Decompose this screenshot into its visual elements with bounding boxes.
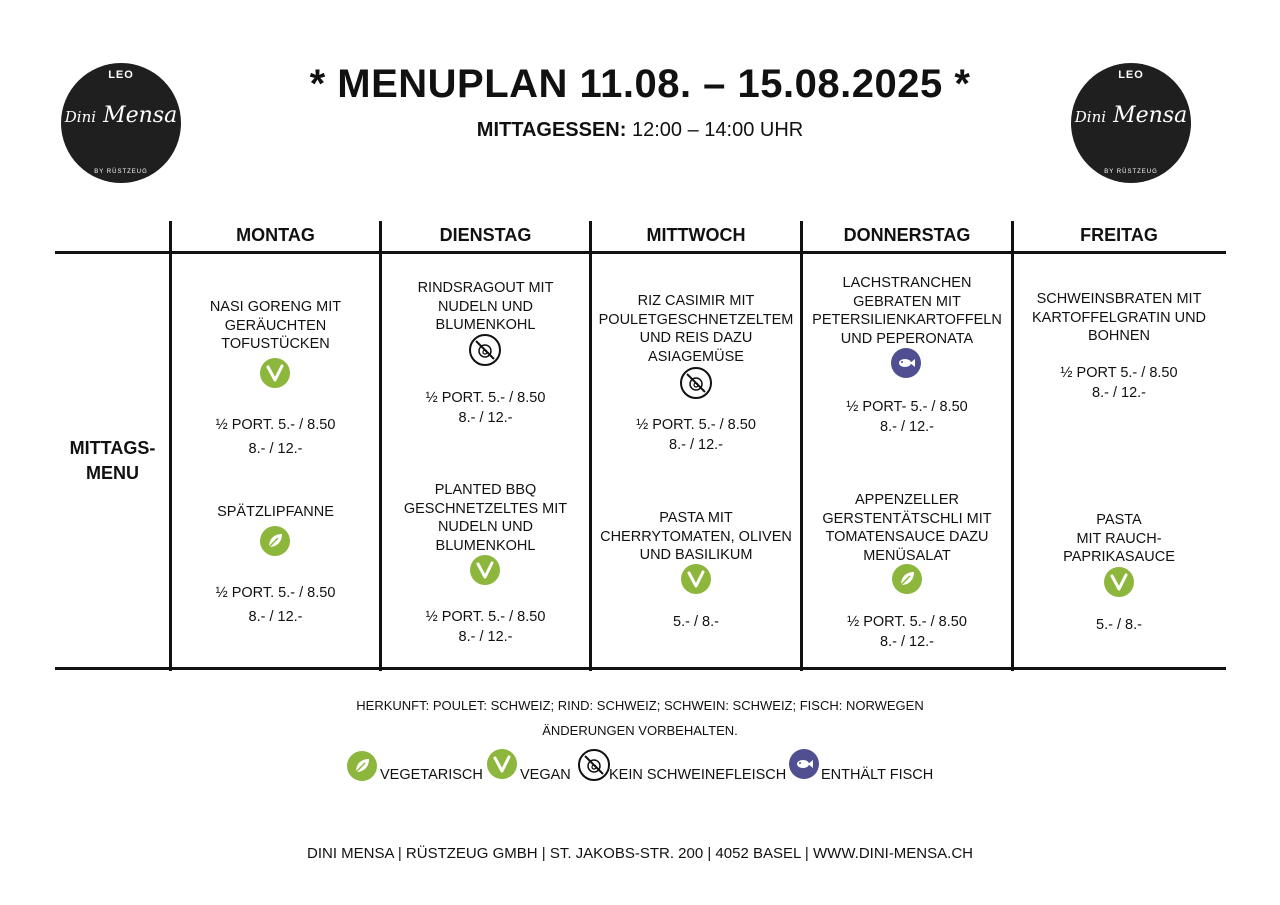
day-header-montag: MONTAG: [236, 225, 315, 245]
price-mittwoch-2: 5.- / 8.-: [673, 614, 719, 630]
logo-name: Dini Mensa: [64, 103, 178, 128]
day-header-freitag: FREITAG: [1080, 225, 1158, 245]
lunch-hours: [0, 119, 1280, 142]
price-donnerstag-1: ½ PORT- 5.- / 8.50 8.- / 12.-: [846, 399, 968, 435]
origin-note: HERKUNFT: POULET: SCHWEIZ; RIND: SCHWEIZ; SCHWEIN: SCHWEIZ; FISCH: NORWEGEN: [356, 698, 924, 713]
price-mittwoch-1: ½ PORT. 5.- / 8.50 8.- / 12.-: [636, 417, 756, 453]
leaf-icon: [892, 564, 922, 594]
vegan-icon: [260, 358, 290, 388]
dish-mittwoch-1: RIZ CASIMIR MIT POULETGESCHNETZELTEM UND REIS DAZU ASIAGEMÜSE: [598, 293, 794, 365]
dish-montag-2: SPÄTZLIPFANNE: [217, 504, 334, 520]
logo-bottom-text: BY RÜSTZEUG: [1104, 169, 1158, 175]
page-title: * MENUPLAN 11.08. – 15.08.2025 *: [309, 62, 971, 106]
dish-montag-1: NASI GORENG MIT GERÄUCHTEN TOFUSTÜCKEN: [209, 299, 342, 352]
price-freitag-2: 5.- / 8.-: [1096, 617, 1142, 633]
vegan-icon: [470, 555, 500, 585]
fish-icon: [891, 348, 921, 378]
dish-dienstag-1: RINDSRAGOUT MIT NUDELN UND BLUMENKOHL: [417, 280, 554, 333]
footer-address: DINI MENSA | RÜSTZEUG GMBH | ST. JAKOBS-STR. 200 | 4052 BASEL | WWW.DINI-MENSA.CH: [307, 845, 973, 862]
logo-top-text: LEO: [108, 69, 134, 81]
dish-donnerstag-1: LACHSTRANCHEN GEBRATEN MIT PETERSILIENKARTOFFELN UND PEPERONATA: [812, 275, 1002, 347]
legend-vegetarian: VEGETARISCH: [380, 767, 483, 783]
legend-no-pork: KEIN SCHWEINEFLEISCH: [609, 767, 787, 783]
price-dienstag-2: ½ PORT. 5.- / 8.50 8.- / 12.-: [425, 609, 546, 645]
lunch-time: 12:00 – 14:00 UHR: [631, 119, 804, 141]
no-pork-icon: [680, 367, 712, 399]
day-header-dienstag: DIENSTAG: [439, 225, 532, 245]
price-freitag-1: ½ PORT 5.- / 8.50 8.- / 12.-: [1060, 365, 1178, 401]
no-pork-icon: [469, 334, 501, 366]
logo-bottom-text: BY RÜSTZEUG: [94, 169, 148, 175]
price-donnerstag-2: ½ PORT. 5.- / 8.50 8.- / 12.-: [847, 614, 967, 650]
logo-name: Dini Mensa: [1074, 103, 1188, 128]
day-header-donnerstag: DONNERSTAG: [843, 225, 971, 245]
day-header-mittwoch: MITTWOCH: [646, 225, 746, 245]
grid-header-divider: [55, 251, 1226, 254]
legend-fish-icon: [789, 749, 819, 779]
legend-no-pork-icon: [578, 749, 610, 781]
grid-bottom-divider: [55, 667, 1226, 670]
dish-mittwoch-2: PASTA MIT CHERRYTOMATEN, OLIVEN UND BASILIKUM: [600, 510, 792, 563]
price-dienstag-1: ½ PORT. 5.- / 8.50 8.- / 12.-: [425, 390, 546, 426]
leaf-icon: [260, 526, 290, 556]
legend-vegan-icon: [487, 749, 517, 779]
row-label: MITTAGS- MENU: [69, 438, 156, 483]
legend-leaf-icon: [347, 751, 377, 781]
changes-note: ÄNDERUNGEN VORBEHALTEN.: [542, 723, 738, 738]
price-montag-1: ½ PORT. 5.- / 8.50 8.- / 12.-: [215, 417, 336, 457]
dish-freitag-1: SCHWEINSBRATEN MIT KARTOFFELGRATIN UND BOHNEN: [1031, 291, 1207, 344]
price-montag-2: ½ PORT. 5.- / 8.50 8.- / 12.-: [215, 585, 336, 625]
dish-dienstag-2: PLANTED BBQ GESCHNETZELTES MIT NUDELN UND BLUMENKOHL: [403, 482, 568, 554]
vegan-icon: [681, 564, 711, 594]
legend-fish: ENTHÄLT FISCH: [821, 767, 934, 783]
grid-divider: [1011, 221, 1014, 671]
legend-vegan: VEGAN: [520, 767, 571, 783]
vegan-icon: [1104, 567, 1134, 597]
dish-donnerstag-2: APPENZELLER GERSTENTÄTSCHLI MIT TOMATENSAUCE DAZU MENÜSALAT: [822, 492, 992, 564]
logo-top-text: LEO: [1118, 69, 1144, 81]
dish-freitag-2: PASTA MIT RAUCH- PAPRIKASAUCE: [1063, 512, 1175, 565]
lunch-label: MITTAGESSEN:: [476, 119, 627, 141]
